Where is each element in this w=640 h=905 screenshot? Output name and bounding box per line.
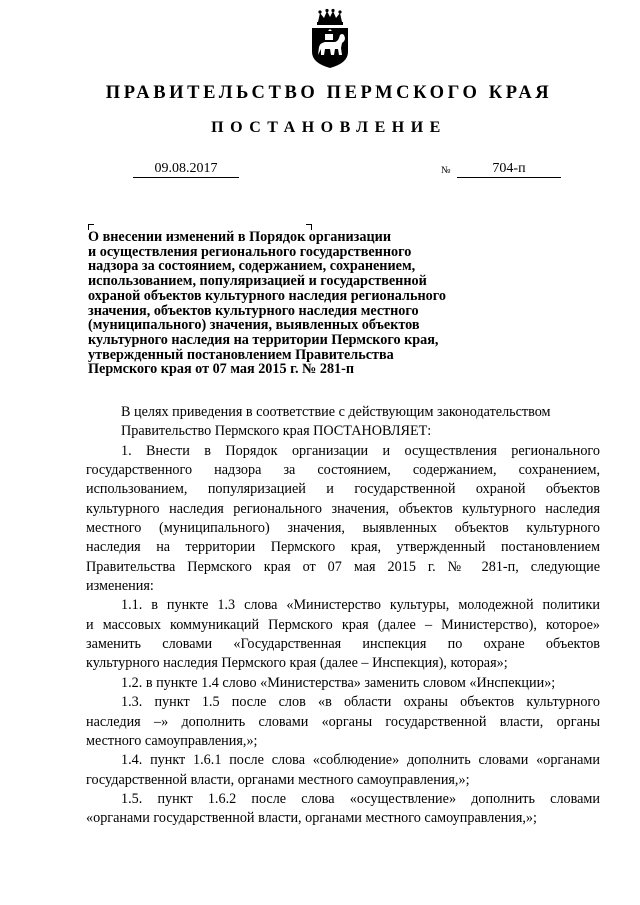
clause-1-4 <box>86 751 600 790</box>
subject-line: культурного наследия на территории Пермского края, <box>88 331 439 348</box>
subject-line: (муниципального) значения, выявленных объектов <box>88 317 420 334</box>
body-line: 1.5. пункт 1.6.2 после слова «осуществление» дополнить словами <box>121 790 600 807</box>
body-line: местного самоуправления,»; <box>86 732 258 749</box>
document-type: ПОСТАНОВЛЕНИЕ <box>211 119 447 136</box>
subject-line: Пермского края от 07 мая 2015 г. № 281-п <box>88 361 355 378</box>
government-title: ПРАВИТЕЛЬСТВО ПЕРМСКОГО КРАЯ <box>105 83 553 103</box>
preamble-paragraph <box>86 403 600 442</box>
body-line: наследия на территории Пермского края, утвержденный постановлением <box>86 539 600 556</box>
subject-line: использованием, популяризацией и государственной <box>88 273 427 290</box>
body-line: Правительства Пермского края от 07 мая 2015 г. № 281-п, следующие <box>86 558 600 575</box>
body-line: и массовых коммуникаций Пермского края (далее – Министерство), которое» <box>86 616 600 633</box>
document-number: 704-п <box>457 160 561 178</box>
body-line: изменения: <box>86 578 154 595</box>
clause-1-1 <box>86 596 600 673</box>
body-line: государственной власти, органами местного самоуправления,»; <box>86 771 470 788</box>
clause-1-2 <box>86 674 600 693</box>
body-line: государственного надзора за состоянием, содержанием, сохранением, <box>86 462 600 479</box>
body-line: использованием, популяризацией и государственной охраной объектов <box>86 481 600 498</box>
body-line: заменить словами «Государственная инспекция по охране объектов <box>86 636 600 653</box>
number-sign: № <box>441 165 451 176</box>
clause-1 <box>86 442 600 597</box>
body-line: культурного наследия Пермского края (далее – Инспекция), которая»; <box>86 655 508 672</box>
document-body <box>86 403 600 829</box>
subject-line: утвержденный постановлением Правительства <box>88 346 394 363</box>
body-line: 1. Внести в Порядок организации и осуществления регионального <box>121 442 600 459</box>
body-line: 1.1. в пункте 1.3 слова «Министерство культуры, молодежной политики <box>121 597 600 614</box>
document-date: 09.08.2017 <box>133 160 239 178</box>
subject-line: значения, объектов культурного наследия местного <box>88 302 419 319</box>
document-subject <box>88 230 488 377</box>
body-line: Правительство Пермского края ПОСТАНОВЛЯЕТ: <box>121 423 432 440</box>
subject-line: надзора за состоянием, содержанием, сохранением, <box>88 258 416 275</box>
body-line: В целях приведения в соответствие с действующим законодательством <box>121 404 551 420</box>
perm-krai-coat-of-arms-icon <box>305 8 355 70</box>
body-line: наследия –» дополнить словами «органы государственной власти, органы <box>86 713 600 730</box>
subject-line: охраной объектов культурного наследия регионального <box>88 287 446 304</box>
clause-1-5 <box>86 790 600 829</box>
body-line: местного (муниципального) значения, выявленных объектов культурного <box>86 520 600 537</box>
body-line: «органами государственной власти, органами местного самоуправления,»; <box>86 810 537 827</box>
body-line: 1.3. пункт 1.5 после слов «в области охраны объектов культурного <box>121 694 600 711</box>
body-line: 1.2. в пункте 1.4 слово «Министерства» заменить словом «Инспекции»; <box>121 674 556 691</box>
clause-1-3 <box>86 693 600 751</box>
subject-line: и осуществления регионального государственного <box>88 243 412 260</box>
body-line: культурного наследия регионального значения, объектов культурного наследия <box>86 500 600 517</box>
body-line: 1.4. пункт 1.6.1 после слова «соблюдение» дополнить словами «органами <box>121 752 600 769</box>
subject-line: О внесении изменений в Порядок организации <box>88 229 391 245</box>
